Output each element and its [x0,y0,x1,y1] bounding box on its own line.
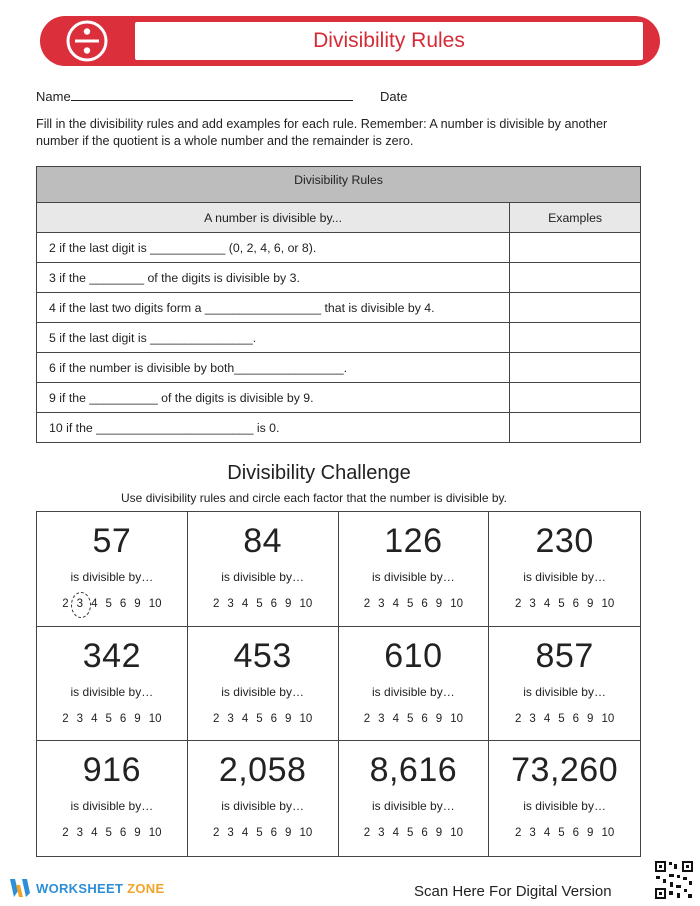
factor-option[interactable]: 3 [529,598,536,610]
factor-options [339,598,489,610]
challenge-cell [37,741,188,856]
rule-text[interactable]: 3 if the ________ of the digits is divisible by 3. [37,263,510,293]
worksheet-zone-logo[interactable] [10,879,164,897]
challenge-cell [489,741,640,856]
factor-option[interactable]: 10 [601,712,615,725]
examples-cell[interactable] [510,263,641,293]
challenge-cell [37,512,188,627]
divisible-prompt: is divisible by… [70,684,154,699]
factor-option[interactable]: 9 [587,827,594,840]
factor-option[interactable]: 4 [241,712,249,725]
examples-cell[interactable] [510,323,641,353]
factor-option[interactable]: 6 [270,827,278,840]
examples-cell[interactable] [510,293,641,323]
factor-option[interactable]: 3 [227,827,234,840]
factor-option[interactable]: 6 [572,712,580,725]
divisible-prompt: is divisible by… [221,684,304,699]
divisible-prompt: is divisible by… [523,799,606,814]
factor-option[interactable]: 2 [213,827,220,840]
factor-option[interactable]: 2 [213,712,220,725]
factor-options [188,827,338,839]
rule-text[interactable]: 10 if the _______________________ is 0. [37,413,510,443]
divisible-prompt: is divisible by… [70,799,154,814]
factor-options [188,713,338,725]
factor-option[interactable]: 5 [256,598,263,610]
name-label: Name [36,89,71,104]
date-label: Date [380,89,408,104]
factor-option[interactable]: 5 [256,827,263,840]
factor-option[interactable]: 5 [558,827,565,840]
factor-option[interactable]: 3 [227,598,234,610]
examples-cell[interactable] [510,413,641,443]
qr-code-icon[interactable] [654,860,694,900]
name-line[interactable] [71,89,353,101]
table-caption: Divisibility Rules [37,167,641,203]
factor-option[interactable]: 6 [270,712,278,725]
factor-option[interactable]: 2 [363,712,371,725]
factor-options [37,598,187,610]
challenge-number: 610 [384,636,443,675]
challenge-number: 453 [233,636,292,675]
factor-option[interactable]: 2 [62,712,69,725]
factor-option[interactable]: 3 [529,827,536,840]
rule-text[interactable]: 9 if the __________ of the digits is divisible by 9. [37,383,510,413]
challenge-cell [489,512,640,627]
factor-option[interactable]: 3 [529,712,536,725]
challenge-number: 73,260 [511,751,619,790]
factor-option[interactable]: 9 [285,827,292,840]
factor-option[interactable]: 2 [62,827,69,840]
challenge-title: Divisibility Challenge [227,462,411,484]
factor-option[interactable]: 4 [392,598,399,610]
factor-option[interactable]: 4 [241,598,249,610]
factor-options [188,598,338,610]
challenge-cell [339,627,490,742]
factor-option[interactable]: 3 [378,598,385,610]
rule-column-header: A number is divisible by... [37,203,510,233]
factor-option[interactable]: 4 [392,827,399,840]
divisible-prompt: is divisible by… [372,799,455,814]
rule-text[interactable]: 6 if the number is divisible by both________________. [37,353,510,383]
factor-option[interactable]: 10 [148,827,162,840]
table-row [37,293,641,323]
examples-cell[interactable] [510,383,641,413]
examples-cell[interactable] [510,233,641,263]
factor-option[interactable]: 10 [601,827,615,840]
factor-option[interactable]: 4 [91,827,98,840]
challenge-number: 8,616 [369,751,458,790]
challenge-number: 84 [243,522,283,560]
table-row [37,233,641,263]
factor-option[interactable]: 9 [285,712,292,725]
factor-option[interactable]: 9 [134,827,141,840]
challenge-cell [188,627,339,742]
factor-option[interactable]: 9 [587,598,594,610]
factor-options [339,713,489,725]
factor-option[interactable]: 6 [421,598,428,610]
table-row [37,263,641,293]
table-row [37,323,641,353]
factor-option[interactable]: 10 [450,827,463,840]
divisible-prompt: is divisible by… [221,570,304,584]
factor-option[interactable]: 5 [558,712,565,725]
rule-text[interactable]: 5 if the last digit is _______________. [37,323,510,353]
factor-option[interactable]: 6 [572,827,580,840]
factor-options [489,827,640,839]
factor-option[interactable]: 9 [435,712,443,725]
divide-icon [64,18,110,64]
factor-option[interactable]: 4 [91,598,98,610]
divisible-prompt: is divisible by… [523,570,606,584]
logo-text [36,881,164,896]
factor-option[interactable]: 6 [119,598,127,610]
divisible-prompt: is divisible by… [372,684,455,699]
factor-option[interactable]: 3 [76,598,84,610]
factor-options [37,713,187,725]
factor-option[interactable]: 9 [134,598,141,610]
scan-text: Scan Here For Digital Version [414,883,612,900]
factor-option[interactable]: 3 [378,827,385,840]
date-field[interactable] [380,89,407,104]
logo-text-zone: ZONE [127,880,165,896]
divisible-prompt: is divisible by… [372,570,455,584]
factor-options [339,827,489,839]
factor-options [489,598,640,610]
logo-w-icon [10,879,32,897]
divisible-prompt: is divisible by… [70,570,154,584]
factor-option[interactable]: 4 [91,712,98,725]
factor-option[interactable]: 2 [363,598,371,610]
factor-option[interactable]: 10 [299,827,313,840]
factor-option[interactable]: 9 [134,712,141,725]
name-field[interactable] [36,89,353,104]
challenge-cell [188,741,339,856]
factor-option[interactable]: 10 [601,598,615,610]
challenge-number: 857 [535,636,594,675]
factor-option[interactable]: 9 [285,598,292,610]
factor-option[interactable]: 6 [421,712,428,725]
logo-text-worksheet: WORKSHEET [36,880,124,896]
factor-option[interactable]: 4 [543,712,551,725]
challenge-cell [37,627,188,742]
table-row [37,383,641,413]
divisible-prompt: is divisible by… [523,684,606,699]
factor-option[interactable]: 4 [241,827,249,840]
factor-option[interactable]: 2 [515,598,522,610]
factor-option[interactable]: 10 [148,712,162,725]
factor-option[interactable]: 5 [406,827,414,840]
challenge-cell [339,512,490,627]
factor-option[interactable]: 5 [406,712,414,725]
table-row [37,353,641,383]
rule-text[interactable]: 2 if the last digit is ___________ (0, 2, 4, 6, or 8). [37,233,510,263]
instructions: Fill in the divisibility rules and add examples for each rule. Remember: A number is divisible by another number if the quotient is a whole number and the remainder is zero. [36,117,608,148]
factor-option[interactable]: 5 [105,598,112,610]
challenge-number: 126 [384,522,443,560]
factor-option[interactable]: 5 [105,712,112,725]
factor-option[interactable]: 3 [76,827,84,840]
factor-option[interactable]: 6 [421,827,428,840]
challenge-number: 57 [92,522,132,560]
challenge-cell [188,512,339,627]
title-box [135,22,643,60]
factor-options [37,827,187,839]
challenge-number: 342 [82,636,141,675]
factor-option[interactable]: 3 [378,712,385,725]
title-banner [40,16,660,66]
factor-option[interactable]: 6 [572,598,580,610]
factor-option[interactable]: 3 [76,712,84,725]
factor-option[interactable]: 3 [227,712,234,725]
factor-option[interactable]: 6 [119,827,127,840]
factor-option[interactable]: 10 [299,598,313,610]
factor-option[interactable]: 4 [543,827,551,840]
factor-option[interactable]: 6 [270,598,278,610]
factor-option[interactable]: 2 [62,598,69,610]
factor-options [489,713,640,725]
factor-option[interactable]: 10 [450,598,463,610]
challenge-grid [36,511,641,857]
factor-option[interactable]: 5 [558,598,565,610]
factor-option[interactable]: 9 [435,598,443,610]
factor-option[interactable]: 2 [363,827,371,840]
factor-option[interactable]: 2 [213,598,220,610]
page-title: Divisibility Rules [313,29,465,52]
factor-option[interactable]: 2 [515,712,522,725]
factor-option[interactable]: 10 [450,712,463,725]
factor-option[interactable]: 5 [105,827,112,840]
rules-table [36,166,641,443]
rule-text[interactable]: 4 if the last two digits form a _________________ that is divisible by 4. [37,293,510,323]
challenge-number: 230 [535,522,594,560]
factor-option[interactable]: 10 [299,712,313,725]
factor-option[interactable]: 2 [515,827,522,840]
factor-option[interactable]: 4 [392,712,399,725]
factor-option[interactable]: 9 [587,712,594,725]
examples-cell[interactable] [510,353,641,383]
factor-option[interactable]: 6 [119,712,127,725]
challenge-cell [489,627,640,742]
factor-option[interactable]: 10 [148,598,162,610]
examples-column-header: Examples [510,203,641,233]
challenge-number: 2,058 [218,751,307,790]
table-row [37,413,641,443]
challenge-number: 916 [82,751,141,790]
divisible-prompt: is divisible by… [221,799,304,814]
challenge-cell [339,741,490,856]
challenge-subtitle: Use divisibility rules and circle each factor that the number is divisible by. [121,491,507,505]
factor-option[interactable]: 5 [256,712,263,725]
factor-option[interactable]: 5 [406,598,414,610]
factor-option[interactable]: 9 [435,827,443,840]
factor-option[interactable]: 4 [543,598,551,610]
